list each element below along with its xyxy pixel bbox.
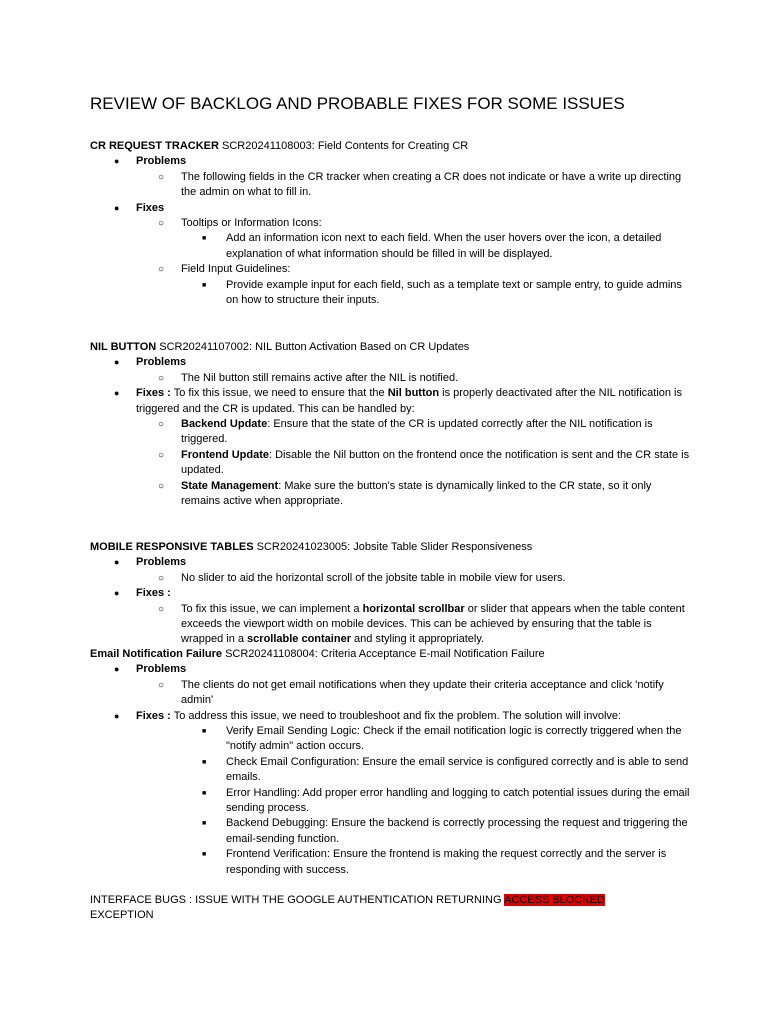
section-nil-button — [90, 340, 690, 509]
problems-item — [90, 154, 690, 169]
fixes-label: Fixes — [136, 201, 165, 214]
square-marker: ■ — [202, 281, 207, 289]
problems-item — [90, 555, 690, 570]
fixes-text: To fix this issue, we need to ensure that the — [170, 387, 388, 400]
fixes-label: Fixes : — [136, 709, 171, 722]
interface-bugs-text-end: EXCEPTION — [90, 909, 154, 922]
access-blocked-highlight: ACCESS BLOCKED — [503, 894, 605, 906]
fix-text: To fix this issue, we can implement a — [181, 602, 363, 615]
circle-marker: ○ — [158, 218, 165, 230]
fixes-item — [90, 201, 690, 216]
fix-item — [90, 479, 690, 510]
fix-text: : Disable the Nil button on the frontend once the notification is sent and the CR state is updated. — [181, 448, 690, 477]
problem-item — [90, 678, 690, 709]
circle-marker: ○ — [158, 603, 165, 615]
problem-item — [90, 571, 690, 586]
fix-subitem — [90, 278, 690, 309]
fix-item — [90, 448, 690, 479]
fix-item-bold: State Management — [181, 479, 279, 492]
fixes-text: To address this issue, we need to troubleshoot and fix the problem. The solution will involve: — [170, 709, 622, 722]
circle-marker: ○ — [158, 419, 165, 431]
circle-marker: ○ — [158, 572, 165, 584]
fixes-text: is properly deactivated after the NIL notification is triggered and the CR is updated. This can be handled by: — [136, 387, 683, 415]
bullet-marker: ● — [114, 557, 120, 568]
problems-label: Problems — [136, 663, 187, 676]
problem-text: The following fields in the CR tracker when creating a CR does not indicate or have a write up directing the admin on what to fill in. — [181, 170, 682, 199]
section-heading-bold: Email Notification Failure — [90, 648, 223, 660]
bullet-marker: ● — [114, 710, 120, 721]
bullet-marker: ● — [114, 156, 120, 167]
fix-subitem-text: Provide example input for each field, such as a template text or sample entry, to guide admins on how to structure their inputs. — [226, 278, 682, 307]
bullet-marker: ● — [114, 588, 120, 599]
circle-marker: ○ — [158, 171, 165, 183]
bullet-marker: ● — [114, 202, 120, 213]
fix-item — [90, 417, 690, 448]
fix-subitem — [90, 724, 690, 755]
fix-subitem-text: Backend Debugging: Ensure the backend is correctly processing the request and triggering the email-sending function. — [226, 817, 688, 845]
fix-text: : Ensure that the state of the CR is updated correctly after the NIL notification is triggered. — [181, 418, 653, 446]
fix-subitem — [90, 847, 690, 878]
fix-subitem-text: Error Handling: Add proper error handling and logging to catch potential issues during the email sending process. — [226, 786, 690, 815]
section-heading — [90, 647, 690, 662]
square-marker: ■ — [202, 820, 207, 828]
section-heading — [90, 139, 690, 154]
bullet-marker: ● — [114, 388, 120, 399]
problems-item — [90, 355, 690, 370]
square-marker: ■ — [202, 235, 207, 243]
fixes-item — [90, 386, 690, 417]
section-heading-text: SCR20241023005: Jobsite Table Slider Responsiveness — [253, 541, 533, 553]
circle-marker: ○ — [158, 372, 165, 384]
fix-text: and styling it appropriately. — [350, 633, 485, 646]
section-heading-bold: MOBILE RESPONSIVE TABLES — [90, 541, 254, 553]
fix-subitem-text: Add an information icon next to each field. When the user hovers over the icon, a detailed explanation of what information should be filled in will be displayed. — [226, 232, 662, 260]
fix-subitem — [90, 816, 690, 847]
fix-item — [90, 216, 690, 231]
square-marker: ■ — [202, 789, 207, 797]
problem-text: The Nil button still remains active after the NIL is notified. — [181, 371, 459, 384]
bullet-marker: ● — [114, 357, 120, 368]
problem-item — [90, 371, 690, 386]
section-heading — [90, 340, 690, 355]
fixes-text-bold: Nil button — [387, 387, 440, 400]
circle-marker: ○ — [158, 480, 165, 492]
fix-item-bold: Backend Update — [181, 418, 268, 431]
fixes-item — [90, 709, 690, 724]
section-heading-text: SCR20241108004: Criteria Acceptance E-mail Notification Failure — [222, 648, 545, 660]
section-heading-bold: NIL BUTTON — [90, 341, 157, 353]
section-mobile-responsive-tables — [90, 540, 690, 648]
fix-subitem-text: Frontend Verification: Ensure the frontend is making the request correctly and the server is responding with success. — [226, 848, 667, 876]
problems-label: Problems — [136, 356, 187, 369]
section-heading-bold: CR REQUEST TRACKER — [90, 140, 219, 152]
fix-text-bold: horizontal scrollbar — [362, 602, 465, 615]
section-heading — [90, 540, 690, 555]
problem-text: The clients do not get email notifications when they update their criteria acceptance and click 'notify admin' — [181, 678, 664, 707]
fix-subitem-text: Verify Email Sending Logic: Check if the email notification logic is correctly triggered when the "notify admin" action occurs. — [226, 725, 682, 753]
section-email-notification-failure — [90, 647, 690, 878]
section-interface-bugs — [90, 893, 690, 924]
fix-item — [90, 602, 690, 648]
problem-text: No slider to aid the horizontal scroll of the jobsite table in mobile view for users. — [181, 571, 566, 584]
problems-label: Problems — [136, 556, 187, 569]
fix-text: Field Input Guidelines: — [181, 263, 291, 276]
fix-subitem — [90, 231, 690, 262]
circle-marker: ○ — [158, 449, 165, 461]
fix-item — [90, 262, 690, 277]
fixes-label: Fixes : — [136, 587, 171, 600]
fix-subitem — [90, 786, 690, 817]
problems-item — [90, 662, 690, 677]
problem-item — [90, 170, 690, 201]
fix-text: Tooltips or Information Icons: — [181, 217, 322, 230]
square-marker: ■ — [202, 728, 207, 736]
fix-item-bold: Frontend Update — [181, 448, 269, 461]
fix-text-bold: scrollable container — [247, 633, 351, 646]
section-cr-request-tracker — [90, 139, 690, 308]
document-title: REVIEW OF BACKLOG AND PROBABLE FIXES FOR SOME ISSUES — [90, 94, 625, 113]
circle-marker: ○ — [158, 264, 165, 276]
bullet-marker: ● — [114, 664, 120, 675]
fix-subitem — [90, 755, 690, 786]
circle-marker: ○ — [158, 679, 165, 691]
fixes-label: Fixes : — [136, 387, 171, 400]
section-heading-text: SCR20241108003: Field Contents for Creating CR — [218, 140, 469, 152]
square-marker: ■ — [202, 851, 207, 859]
fix-subitem-text: Check Email Configuration: Ensure the email service is configured correctly and is able to send emails. — [226, 755, 689, 784]
fixes-item — [90, 586, 690, 601]
interface-bugs-text: INTERFACE BUGS : ISSUE WITH THE GOOGLE AUTHENTICATION RETURNING — [90, 894, 504, 906]
square-marker: ■ — [202, 758, 207, 766]
fix-text: : Make sure the button's state is dynamically linked to the CR state, so it only remains active when appropriate. — [181, 479, 652, 508]
fix-text: or slider that appears when the table content exceeds the viewport width on mobile devices. This can be achieved by ensuring that the table is wrapped in a — [181, 602, 685, 646]
problems-label: Problems — [136, 155, 187, 168]
section-heading-text: SCR20241107002: NIL Button Activation Based on CR Updates — [156, 341, 470, 353]
